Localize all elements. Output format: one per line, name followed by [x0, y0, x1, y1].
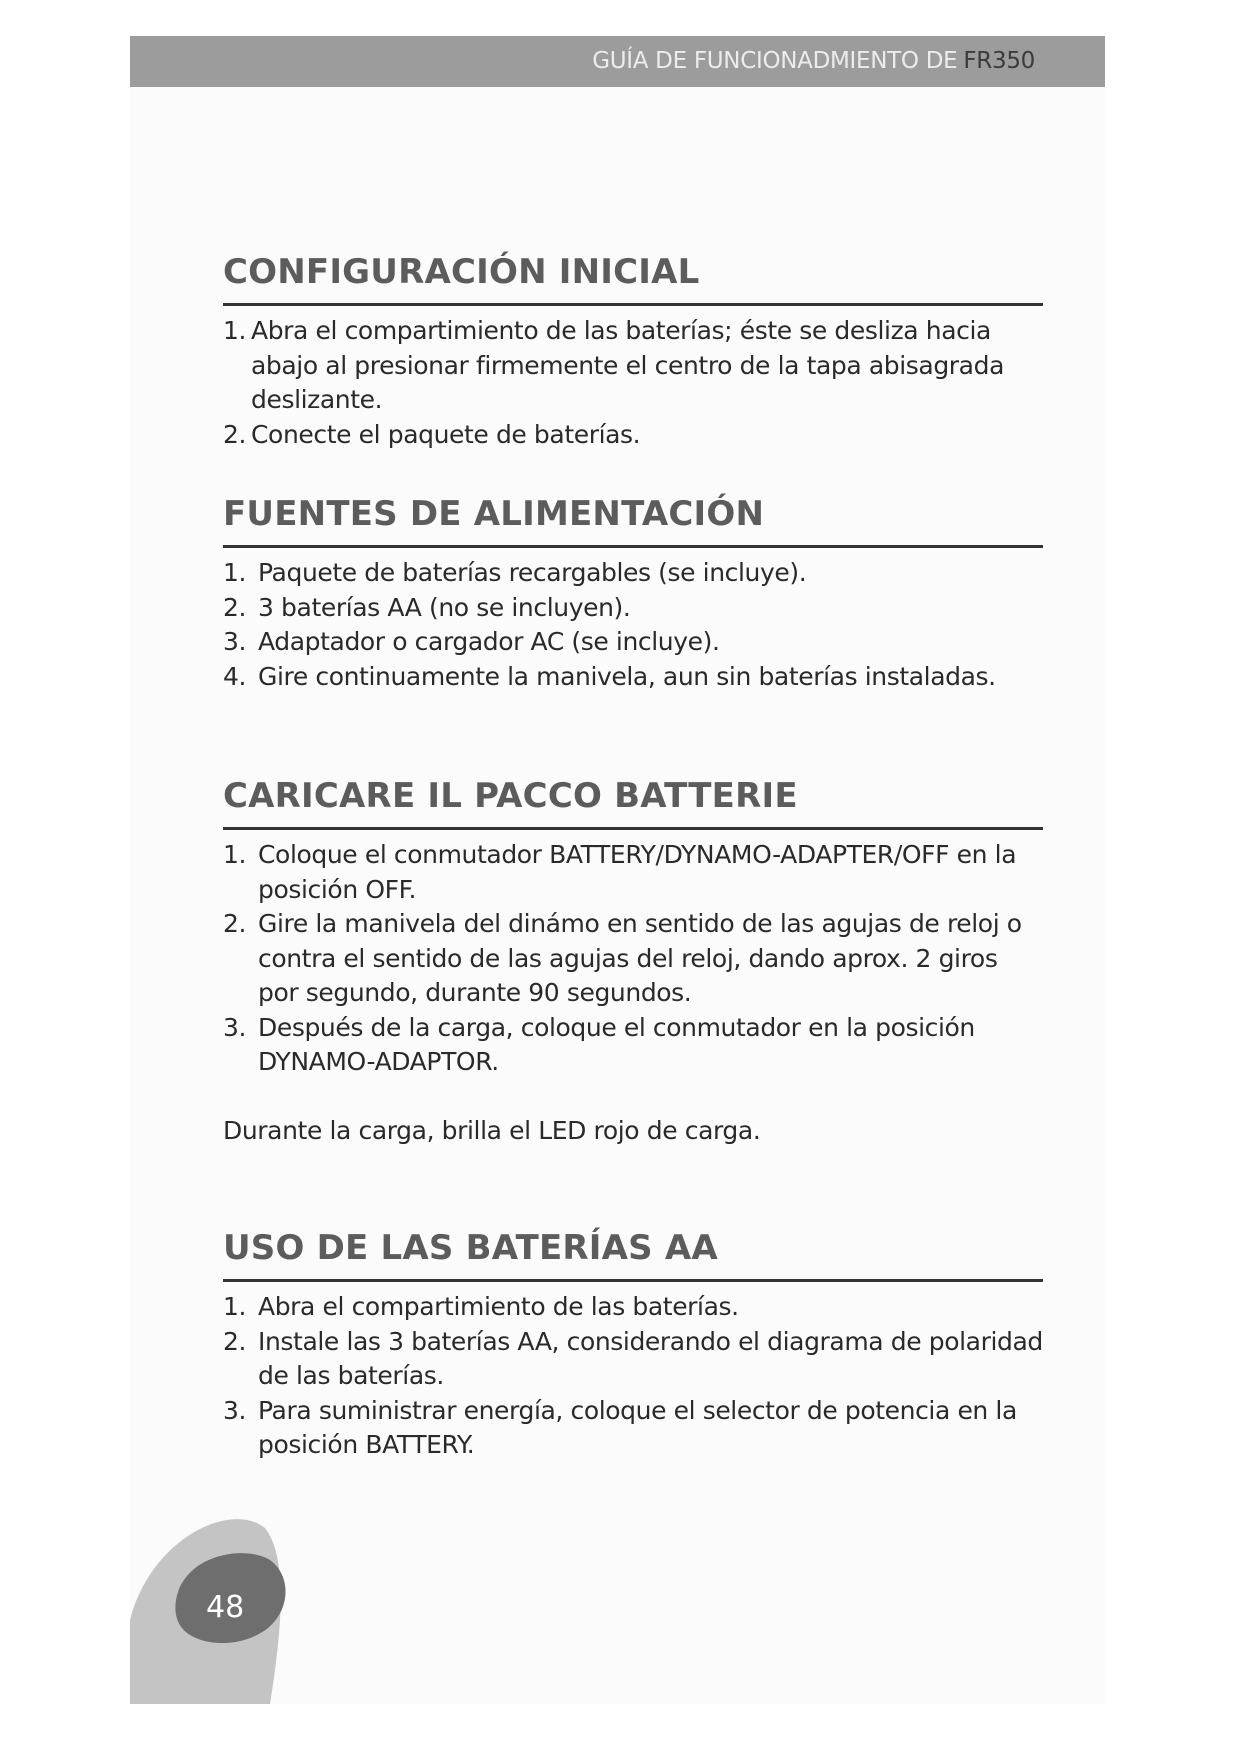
item-text: 3 baterías AA (no se incluyen). [258, 592, 631, 622]
section-title: USO DE LAS BATERÍAS AA [223, 1228, 718, 1268]
item-number: 4. [223, 661, 247, 691]
section-uso-de-las-baterias-aa [223, 1228, 1043, 1463]
list-item [223, 625, 1043, 660]
list-item [223, 907, 1043, 1011]
section-fuentes-de-alimentacion [223, 494, 1043, 694]
item-text: Instale las 3 baterías AA, considerando el diagrama de polaridad de las baterías. [258, 1326, 1043, 1390]
list-item [223, 314, 1043, 418]
item-number: 3. [223, 1012, 247, 1042]
charging-note: Durante la carga, brilla el LED rojo de carga. [223, 1115, 761, 1145]
section-divider [223, 545, 1043, 548]
list-item [223, 1394, 1043, 1463]
item-number: 2. [223, 909, 247, 938]
section-title: CARICARE IL PACCO BATTERIE [223, 776, 798, 816]
item-text: Para suministrar energía, coloque el selector de potencia en la posición BATTERY. [258, 1395, 1017, 1459]
section-divider [223, 827, 1043, 830]
item-number: 3. [223, 1395, 247, 1425]
item-number: 2. [223, 592, 247, 622]
section-title: CONFIGURACIÓN INICIAL [223, 252, 700, 292]
list-item [223, 1290, 1043, 1325]
item-text: Coloque el conmutador BATTERY/DYNAMO-ADAPTER/OFF en la posición OFF. [258, 840, 1017, 904]
instruction-list [223, 556, 1043, 694]
model-name: FR350 [963, 48, 1035, 74]
item-text: Gire la manivela del dinámo en sentido de las agujas de reloj o contra el sentido de las agujas del reloj, dando aprox. 2 giros por segundo, durante 90 segundos. [258, 909, 1022, 1007]
item-text: Gire continuamente la manivela, aun sin baterías instaladas. [258, 661, 996, 691]
item-number: 2. [223, 1326, 247, 1356]
header-title [592, 48, 1035, 74]
item-number: 2. [223, 419, 247, 449]
item-number: 1. [223, 558, 247, 587]
page-number: 48 [206, 1590, 245, 1625]
item-text: Abra el compartimiento de las baterías. [258, 1292, 739, 1321]
list-item [223, 556, 1043, 591]
list-item [223, 838, 1043, 907]
item-text: Después de la carga, coloque el conmutador en la posición DYNAMO-ADAPTOR. [258, 1012, 975, 1076]
section-divider [223, 1279, 1043, 1282]
list-item [223, 1011, 1043, 1080]
instruction-list [223, 1290, 1043, 1463]
item-text: Conecte el paquete de baterías. [251, 419, 641, 449]
header-bar [130, 36, 1105, 87]
section-configuracion-inicial [223, 252, 1043, 452]
section-caricare-il-pacco-batterie [223, 776, 1043, 1148]
item-number: 3. [223, 627, 247, 656]
item-text: Adaptador o cargador AC (se incluye). [258, 627, 720, 656]
list-item [223, 418, 1043, 453]
item-text: Abra el compartimiento de las baterías; éste se desliza hacia abajo al presionar firmemente el centro de la tapa abisagrada deslizante. [251, 316, 1004, 414]
section-divider [223, 303, 1043, 306]
section-title: FUENTES DE ALIMENTACIÓN [223, 494, 765, 534]
item-text: Paquete de baterías recargables (se incluye). [258, 558, 807, 587]
item-number: 1. [223, 316, 247, 345]
guide-title: GUÍA DE FUNCIONADMIENTO DE [592, 48, 958, 74]
list-item [223, 1325, 1043, 1394]
list-item [223, 660, 1043, 695]
item-number: 1. [223, 1292, 247, 1321]
instruction-list [223, 838, 1043, 1080]
item-number: 1. [223, 840, 247, 869]
instruction-list [223, 314, 1043, 452]
list-item [223, 591, 1043, 626]
